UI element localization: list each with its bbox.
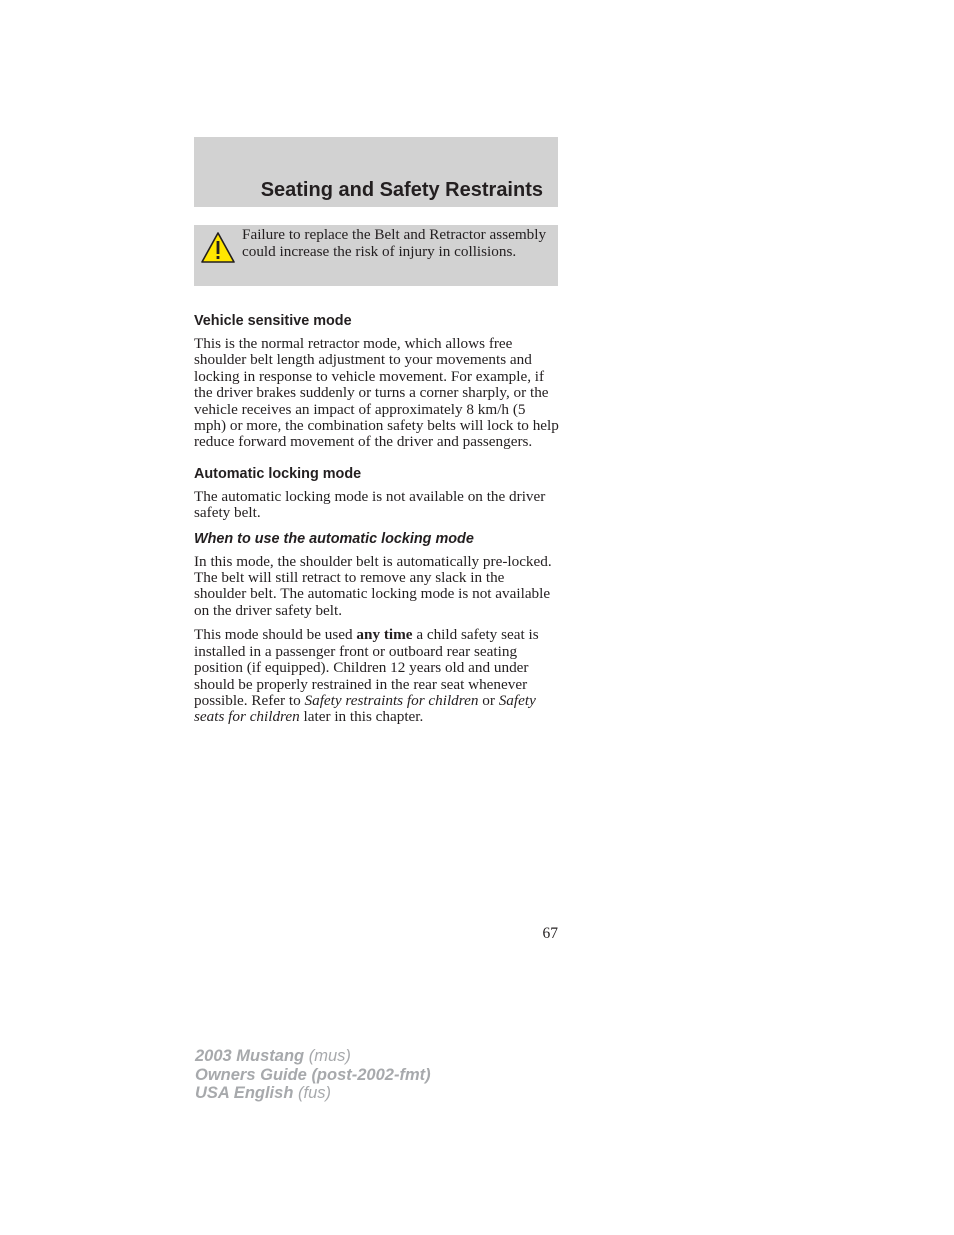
paragraph-automatic-locking: The automatic locking mode is not available on the driver safety belt. — [194, 487, 546, 522]
reference-safety-restraints-for-children: Safety restraints for children — [304, 691, 479, 709]
chapter-title: Seating and Safety Restraints — [260, 179, 543, 201]
footer-language: USA English — [195, 1084, 294, 1102]
footer-guide: Owners Guide (post-2002-fmt) — [195, 1065, 431, 1084]
footer-meta: 2003 Mustang (mus) Owners Guide (post-2002-fmt) USA English (fus) — [195, 1047, 431, 1102]
footer-model: 2003 Mustang — [195, 1047, 305, 1065]
paragraph-vehicle-sensitive: This is the normal retractor mode, which allows free shoulder belt length adjustment to your movements and locking in response to vehicle movement. For example, if the driver brakes suddenly or turns a corner sharply, or the vehicle receives an impact of approximately 8 km/h (5 mph) or more, the combination safety belts will lock to help reduce forward movement of the driver and passengers. — [194, 335, 559, 451]
heading-vehicle-sensitive-mode: Vehicle sensitive mode — [194, 313, 352, 329]
heading-when-to-use: When to use the automatic locking mode — [194, 530, 474, 547]
chapter-header — [194, 137, 558, 207]
heading-automatic-locking-mode: Automatic locking mode — [194, 465, 362, 482]
reference-safety-seats-for-children: Safety seats for children — [194, 691, 536, 726]
warning-text: Failure to replace the Belt and Retractor assembly could increase the risk of injury in collisions. — [242, 226, 547, 260]
paragraph-when-to-use-2: This mode should be used any time a child safety seat is installed in a passenger front or outboard rear seating position (if equipped). Children 12 years old and under should be properly restrained in the rear seat whenever possible. Refer to Safety restraints for children or Safety seats for children later in this chapter. — [194, 626, 539, 726]
page-number: 67 — [542, 925, 558, 942]
paragraph-when-to-use-1: In this mode, the shoulder belt is automatically pre-locked. The belt will still retract to remove any slack in the shoulder belt. The automatic locking mode is not available on the driver safety belt. — [194, 552, 552, 619]
main-content — [194, 312, 560, 734]
warning-triangle-icon — [200, 231, 236, 265]
warning-box — [194, 225, 558, 286]
emphasis-any-time: any time — [356, 626, 413, 644]
